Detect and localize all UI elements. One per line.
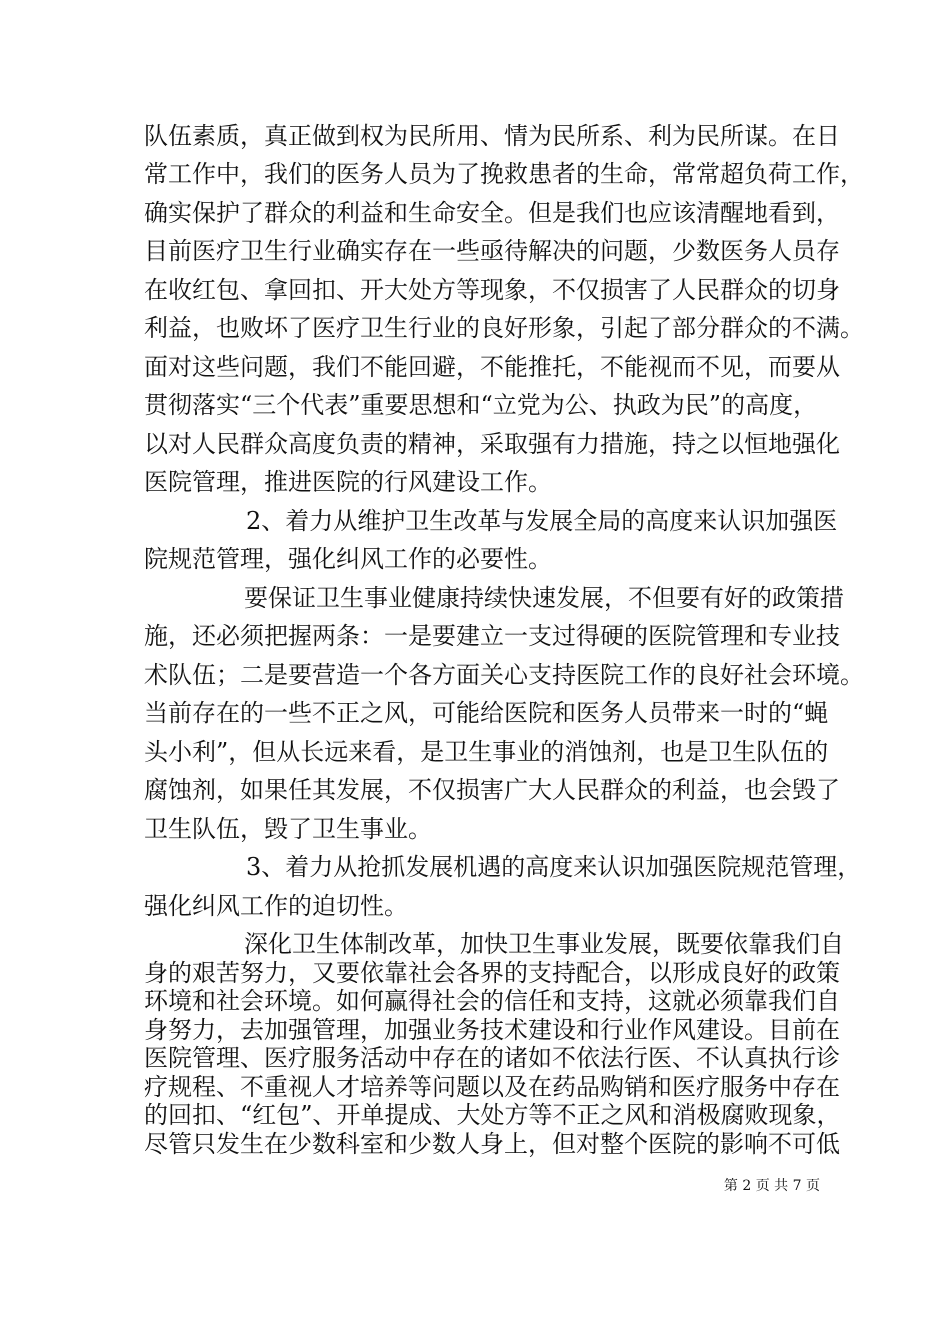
text-line: 头小利”，但从长远来看，是卫生事业的消蚀剂，也是卫生队伍的	[144, 738, 829, 766]
page-number-footer: 第 2 页 共 7 页	[723, 1178, 820, 1194]
text-line: 深化卫生体制改革，加快卫生事业发展，既要依靠我们自	[244, 930, 844, 958]
text-line: 医院管理，推进医院的行风建设工作。	[144, 468, 552, 496]
text-line: 以对人民群众高度负责的精神，采取强有力措施，持之以恒地强化	[144, 430, 840, 458]
text-line: 卫生队伍，毁了卫生事业。	[144, 815, 432, 843]
text-line: 疗规程、不重视人才培养等问题以及在药品购销和医疗服务中存在	[144, 1072, 840, 1101]
text-line: 当前存在的一些不正之风，可能给医院和医务人员带来一时的“蝇	[144, 699, 829, 727]
text-line: 身的艰苦努力，又要依靠社会各界的支持配合，以形成良好的政策	[144, 958, 840, 987]
section-heading: 院规范管理，强化纠风工作的必要性。	[144, 545, 552, 573]
text-line: 腐蚀剂，如果任其发展，不仅损害广大人民群众的利益，也会毁了	[144, 776, 840, 804]
text-line: 的回扣、“红包”、开单提成、大处方等不正之风和消极腐败现象，	[144, 1101, 841, 1129]
text-line: 术队伍；二是要营造一个各方面关心支持医院工作的良好社会环境。	[144, 661, 864, 689]
text-line: 常工作中，我们的医务人员为了挽救患者的生命，常常超负荷工作，	[144, 160, 864, 188]
text-line: 环境和社会环境。如何赢得社会的信任和支持，这就必须靠我们自	[144, 987, 840, 1015]
section-heading: 强化纠风工作的迫切性。	[144, 892, 408, 920]
text-line: 身努力，去加强管理，加强业务技术建设和行业作风建设。目前在	[144, 1015, 840, 1044]
text-line: 要保证卫生事业健康持续快速发展，不但要有好的政策措	[244, 584, 844, 612]
text-line: 施，还必须把握两条：一是要建立一支过得硬的医院管理和专业技	[144, 622, 840, 650]
text-line: 利益，也败坏了医疗卫生行业的良好形象，引起了部分群众的不满。	[144, 314, 864, 342]
text-line: 在收红包、拿回扣、开大处方等现象，不仅损害了人民群众的切身	[144, 276, 840, 304]
text-line: 目前医疗卫生行业确实存在一些亟待解决的问题，少数医务人员存	[144, 237, 840, 265]
text-line: 面对这些问题，我们不能回避，不能推托，不能视而不见，而要从	[144, 353, 840, 381]
section-heading: 3、着力从抢抓发展机遇的高度来认识加强医院规范管理，	[246, 853, 862, 881]
text-line: 确实保护了群众的利益和生命安全。但是我们也应该清醒地看到，	[144, 199, 840, 227]
section-heading: 2、着力从维护卫生改革与发展全局的高度来认识加强医	[246, 507, 838, 535]
text-line: 队伍素质，真正做到权为民所用、情为民所系、利为民所谋。在日	[144, 122, 840, 150]
text-line: 医院管理、医疗服务活动中存在的诸如不依法行医、不认真执行诊	[144, 1044, 840, 1072]
text-line: 尽管只发生在少数科室和少数人身上，但对整个医院的影响不可低	[144, 1129, 840, 1158]
text-line: 贯彻落实“三个代表”重要思想和“立党为公、执政为民”的高度，	[144, 391, 818, 419]
